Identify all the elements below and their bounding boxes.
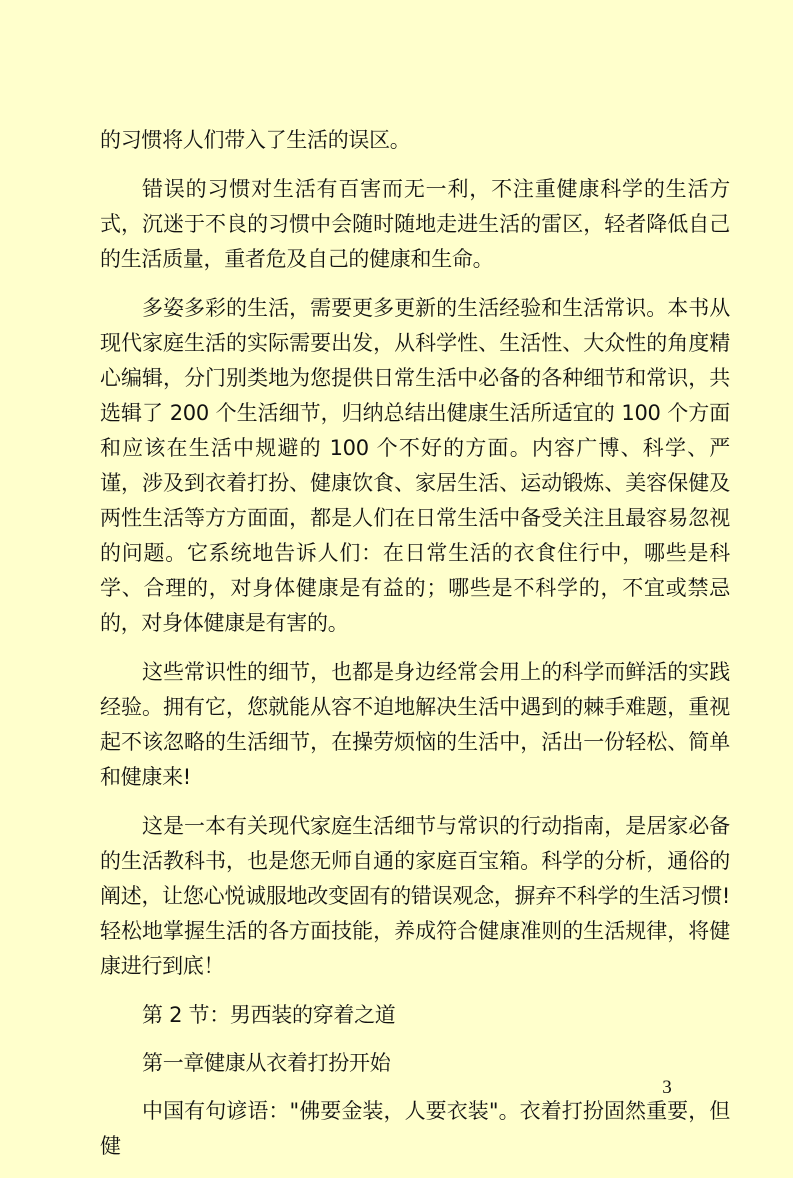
paragraph-book-intro: 多姿多彩的生活，需要更多更新的生活经验和生活常识。本书从现代家庭生活的实际需要出发，从科学性、生活性、大众性的角度精心编辑，分门别类地为您提供日常生活中必备的各种细节和常识，共选辑了 200 个生活细节，归纳总结出健康生活所适宜的 100 个方面和应该在生活中规避的 100 个不好的方面。内容广博、科学、严谨，涉及到衣着打扮、健康饮食、家居生活、运动锻炼、美容保健及两性生活等方方面面，都是人们在日常生活中备受关注且最容易忽视的问题。它系统地告诉人们：在日常生活的衣食住行中，哪些是科学、合理的，对身体健康是有益的；哪些是不科学的，不宜或禁忌的，对身体健康是有害的。 [100, 296, 730, 635]
paragraph-practical-experience: 这些常识性的细节，也都是身边经常会用上的科学而鲜活的实践经验。拥有它，您就能从容不迫地解决生活中遇到的棘手难题，重视起不该忽略的生活细节，在操劳烦恼的生活中，活出一份轻松、简单和健康来! [100, 660, 730, 789]
page-number: 3 [662, 1077, 672, 1098]
chapter-heading: 第一章健康从衣着打扮开始 [142, 1051, 391, 1075]
paragraph-action-guide: 这是一本有关现代家庭生活细节与常识的行动指南，是居家必备的生活教科书，也是您无师自通的家庭百宝箱。科学的分析，通俗的阐述，让您心悦诚服地改变固有的错误观念，摒弃不科学的生活习惯!轻松地掌握生活的各方面技能，养成符合健康准则的生活规律，将健康进行到底！ [100, 814, 730, 978]
paragraph-continuation: 的习惯将人们带入了生活的误区。 [100, 128, 411, 152]
section-heading: 第 2 节：男西装的穿着之道 [142, 1003, 396, 1027]
page-body [100, 123, 730, 1178]
paragraph-bad-habits: 错误的习惯对生活有百害而无一利，不注重健康科学的生活方式，沉迷于不良的习惯中会随时随地走进生活的雷区，轻者降低自己的生活质量，重者危及自己的健康和生命。 [100, 177, 730, 271]
paragraph-proverb: 中国有句谚语："佛要金装，人要衣装"。衣着打扮固然重要，但健 [100, 1099, 730, 1158]
